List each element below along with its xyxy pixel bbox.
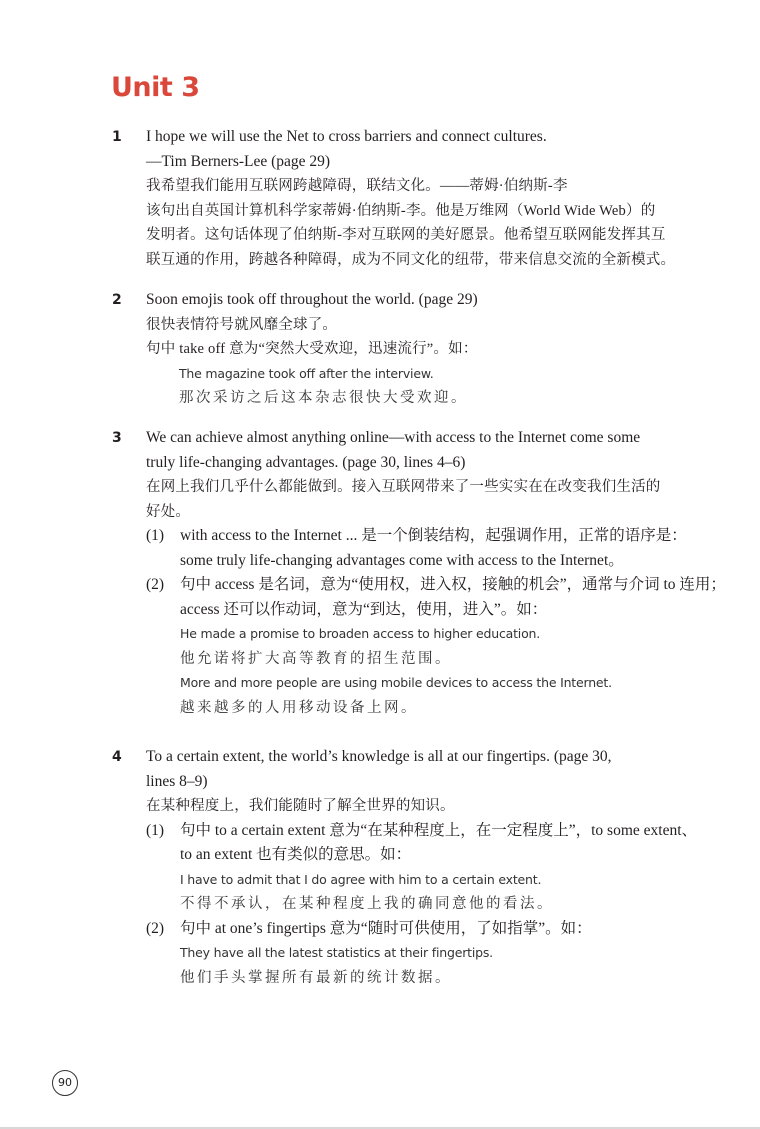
note-number: 4 bbox=[112, 749, 122, 765]
example-en: More and more people are using mobile devices to access the Internet. bbox=[180, 675, 612, 690]
note-4 bbox=[112, 745, 698, 990]
note-2 bbox=[112, 288, 682, 411]
note-1 bbox=[112, 125, 682, 272]
sentence-translation: 好处。 bbox=[146, 503, 191, 520]
example-zh: 他们手头掌握所有最新的统计数据。 bbox=[180, 969, 452, 986]
sentence-translation: 在某种程度上，我们能随时了解全世界的知识。 bbox=[146, 798, 455, 814]
sub-note-2 bbox=[146, 917, 682, 991]
explanation-line: 发明者。这句话体现了伯纳斯-李对互联网的美好愿景。他希望互联网能发挥其互 bbox=[146, 227, 666, 243]
explanation-line: 该句出自英国计算机科学家蒂姆·伯纳斯-李。他是万维网（World Wide Web）的 bbox=[146, 202, 656, 219]
explanation-line: 联互通的作用，跨越各种障碍，成为不同文化的纽带，带来信息交流的全新模式。 bbox=[146, 251, 676, 268]
explanation-line: 句中 to a certain extent 意为“在某种程度上，在一定程度上”，to some extent、 bbox=[180, 821, 698, 839]
sentence-en: truly life-changing advantages. (page 30, lines 4–6) bbox=[146, 453, 466, 471]
explanation-line: some truly life-changing advantages come with access to the Internet。 bbox=[180, 551, 624, 569]
sentence-en: We can achieve almost anything online—with access to the Internet come some bbox=[146, 429, 641, 446]
sub-label: (2) bbox=[146, 919, 165, 937]
quote-source: —Tim Berners-Lee (page 29) bbox=[146, 152, 331, 170]
sentence-translation: 很快表情符号就风靡全球了。 bbox=[146, 316, 338, 333]
quote-en: I hope we will use the Net to cross barriers and connect cultures. bbox=[146, 128, 547, 145]
explanation-line: to an extent 也有类似的意思。如： bbox=[180, 846, 412, 863]
note-number: 1 bbox=[112, 129, 122, 145]
sub-label: (1) bbox=[146, 821, 165, 839]
example-zh: 越来越多的人用移动设备上网。 bbox=[180, 699, 418, 716]
example-en: The magazine took off after the interview. bbox=[179, 365, 434, 381]
explanation-line: 句中 access 是名词，意为“使用权，进入权，接触的机会”，通常与介词 to 连用； bbox=[180, 576, 726, 593]
sub-note-1 bbox=[146, 819, 698, 917]
sub-note-1 bbox=[146, 524, 687, 573]
explanation-line: with access to the Internet ... 是一个倒装结构，起强调作用，正常的语序是： bbox=[180, 527, 687, 544]
sentence-en: To a certain extent, the world’s knowledge is all at our fingertips. (page 30, bbox=[146, 748, 612, 765]
quote-translation: 我希望我们能用互联网跨越障碍，联结文化。——蒂姆·伯纳斯-李 bbox=[146, 178, 568, 194]
note-number: 3 bbox=[112, 430, 122, 446]
example-zh: 他允诺将扩大高等教育的招生范围。 bbox=[180, 650, 452, 667]
sentence-en: Soon emojis took off throughout the world. (page 29) bbox=[146, 291, 478, 308]
unit-title: Unit 3 bbox=[111, 72, 200, 103]
sub-label: (1) bbox=[146, 527, 165, 544]
example-zh: 不得不承认，在某种程度上我的确同意他的看法。 bbox=[180, 896, 554, 912]
example-en: I have to admit that I do agree with him to a certain extent. bbox=[180, 871, 542, 887]
example-en: They have all the latest statistics at their fingertips. bbox=[180, 945, 493, 960]
note-number: 2 bbox=[112, 292, 122, 308]
note-3 bbox=[112, 426, 726, 720]
sentence-translation: 在网上我们几乎什么都能做到。接入互联网带来了一些实实在在改变我们生活的 bbox=[146, 479, 661, 495]
explanation-line: access 还可以作动词，意为“到达，使用，进入”。如： bbox=[180, 600, 548, 618]
example-en: He made a promise to broaden access to higher education. bbox=[180, 626, 541, 641]
explanation-line: 句中 at one’s fingertips 意为“随时可供使用，了如指掌”。如： bbox=[180, 919, 592, 937]
sentence-en: lines 8–9) bbox=[146, 772, 208, 790]
sub-label: (2) bbox=[146, 576, 165, 593]
explanation-line: 句中 take off 意为“突然大受欢迎，迅速流行”。如： bbox=[146, 341, 478, 357]
sub-note-2 bbox=[146, 573, 726, 720]
page-number-badge: 90 bbox=[52, 1070, 78, 1096]
example-zh: 那次采访之后这本杂志很快大受欢迎。 bbox=[179, 390, 468, 406]
